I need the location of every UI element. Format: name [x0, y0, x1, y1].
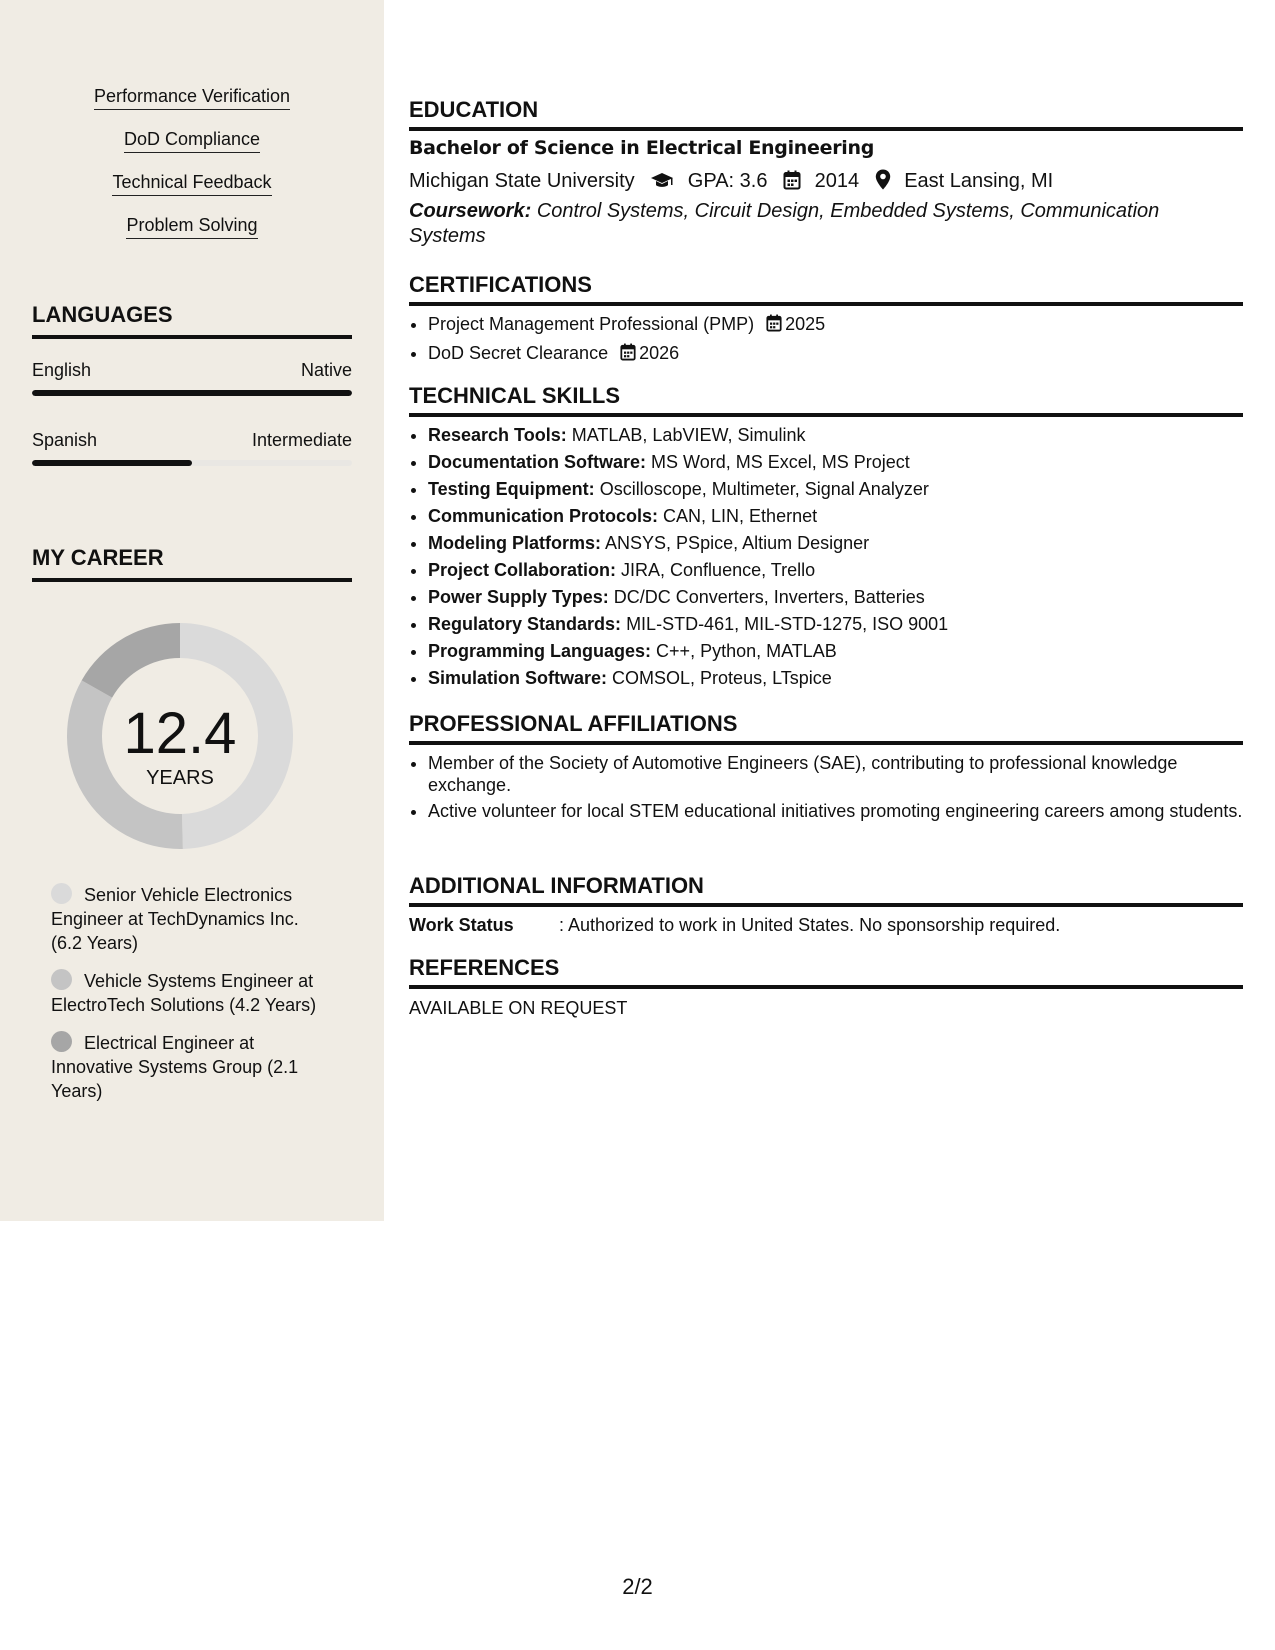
skill-value: C++, Python, MATLAB: [656, 641, 837, 661]
additional-info-heading: ADDITIONAL INFORMATION: [409, 873, 1243, 907]
skill-item: [428, 559, 1243, 581]
affiliations-list: [409, 752, 1243, 826]
skill-value: MATLAB, LabVIEW, Simulink: [571, 425, 806, 445]
certification-year: 2025: [785, 314, 826, 334]
career-unit: YEARS: [146, 767, 214, 789]
skill-item: [428, 667, 1243, 689]
graduation-cap-icon: [650, 171, 674, 197]
map-pin-icon: [875, 169, 891, 197]
career-item-text: Senior Vehicle Electronics Engineer at TechDynamics Inc. (6.2 Years): [51, 885, 299, 953]
language-proficiency-fill: [32, 460, 192, 466]
skill-item: [428, 586, 1243, 608]
language-level: Native: [300, 360, 352, 380]
skill-value: MIL-STD-461, MIL-STD-1275, ISO 9001: [626, 614, 949, 634]
references-text: AVAILABLE ON REQUEST: [409, 998, 628, 1018]
language-proficiency-bar: [32, 390, 352, 396]
calendar-icon: [620, 343, 636, 366]
skill-label: Testing Equipment:: [428, 479, 595, 499]
skill-label: Research Tools:: [428, 425, 567, 445]
coursework-label: Coursework:: [409, 200, 532, 222]
skill-tag: Performance Verification: [94, 86, 290, 110]
affiliations-heading: PROFESSIONAL AFFILIATIONS: [409, 711, 1243, 745]
legend-dot: [51, 1031, 72, 1052]
language-row: [32, 429, 352, 451]
affiliation-item: • Member of the Society of Automotive Engineers (SAE), contributing to professional knowledge exchange.: [428, 752, 1243, 796]
education-meta: [409, 168, 1053, 197]
career-total: 12.4: [123, 701, 237, 766]
technical-skills-list: [409, 424, 1243, 694]
skill-item: [428, 424, 1243, 446]
education-degree: Bachelor of Science in Electrical Engineering: [409, 137, 874, 159]
skill-label: Programming Languages:: [428, 641, 652, 661]
technical-skills-heading: TECHNICAL SKILLS: [409, 383, 1243, 417]
career-item: [51, 1031, 331, 1103]
work-status-label: Work Status: [409, 915, 514, 935]
skill-item: [428, 640, 1243, 662]
skill-value: Oscilloscope, Multimeter, Signal Analyzer: [599, 479, 929, 499]
certification-name: Project Management Professional (PMP): [428, 314, 755, 334]
skill-value: CAN, LIN, Ethernet: [663, 506, 818, 526]
legend-dot: [51, 969, 72, 990]
skill-item: [428, 613, 1243, 635]
language-proficiency-fill: [32, 390, 352, 396]
skill-tag: Technical Feedback: [112, 172, 271, 196]
certifications-list: [409, 313, 1243, 371]
sidebar: [0, 0, 384, 1221]
languages-heading: LANGUAGES: [32, 302, 352, 339]
skill-value: MS Word, MS Excel, MS Project: [651, 452, 910, 472]
certification-name: DoD Secret Clearance: [428, 343, 609, 363]
certification-item: [428, 313, 1243, 337]
language-row: [32, 359, 352, 381]
skill-label: Regulatory Standards:: [428, 614, 622, 634]
education-school: Michigan State University: [409, 170, 635, 192]
certification-year: 2026: [639, 343, 680, 363]
skill-item: [428, 478, 1243, 500]
skill-label: Simulation Software:: [428, 668, 608, 688]
skill-value: ANSYS, PSpice, Altium Designer: [605, 533, 870, 553]
language-proficiency-bar: [32, 460, 352, 466]
language-level: Intermediate: [251, 430, 352, 450]
education-location: East Lansing, MI: [904, 170, 1054, 192]
calendar-icon: [783, 170, 801, 197]
skill-value: JIRA, Confluence, Trello: [621, 560, 816, 580]
language-name: Spanish: [32, 430, 98, 450]
coursework-text: Control Systems, Circuit Design, Embedded Systems, Communication Systems: [409, 200, 1160, 247]
career-item: [51, 883, 331, 955]
career-heading: MY CAREER: [32, 545, 352, 582]
education-coursework: [409, 199, 1189, 249]
skill-item: [428, 505, 1243, 527]
affiliation-item: • Active volunteer for local STEM educational initiatives promoting engineering careers among students.: [428, 800, 1243, 822]
education-year: 2014: [814, 170, 860, 192]
skill-item: [428, 451, 1243, 473]
legend-dot: [51, 883, 72, 904]
skill-tag: DoD Compliance: [124, 129, 260, 153]
calendar-icon: [766, 314, 782, 337]
work-status-row: [409, 914, 1060, 936]
career-item-text: Electrical Engineer at Innovative Systems Group (2.1 Years): [51, 1033, 299, 1101]
donut-segment: [82, 623, 180, 698]
skill-label: Communication Protocols:: [428, 506, 659, 526]
skill-value: DC/DC Converters, Inverters, Batteries: [613, 587, 925, 607]
references-heading: REFERENCES: [409, 955, 1243, 989]
career-donut-chart: [66, 622, 294, 850]
certifications-heading: CERTIFICATIONS: [409, 272, 1243, 306]
skill-label: Power Supply Types:: [428, 587, 609, 607]
skill-label: Modeling Platforms:: [428, 533, 602, 553]
career-item-text: Vehicle Systems Engineer at ElectroTech Solutions (4.2 Years): [51, 971, 317, 1015]
language-name: English: [32, 360, 92, 380]
certification-item: [428, 342, 1243, 366]
skill-label: Documentation Software:: [428, 452, 647, 472]
skill-tag: Problem Solving: [126, 215, 257, 239]
education-gpa: GPA: 3.6: [687, 170, 768, 192]
career-item: [51, 969, 331, 1017]
page-number: 2/2: [622, 1574, 653, 1599]
skill-item: [428, 532, 1243, 554]
skill-tags: [0, 86, 384, 258]
skill-label: Project Collaboration:: [428, 560, 617, 580]
career-legend: [51, 883, 331, 1117]
skill-value: COMSOL, Proteus, LTspice: [612, 668, 832, 688]
education-heading: EDUCATION: [409, 97, 1243, 131]
work-status-value: : Authorized to work in United States. No sponsorship required.: [559, 915, 1061, 935]
